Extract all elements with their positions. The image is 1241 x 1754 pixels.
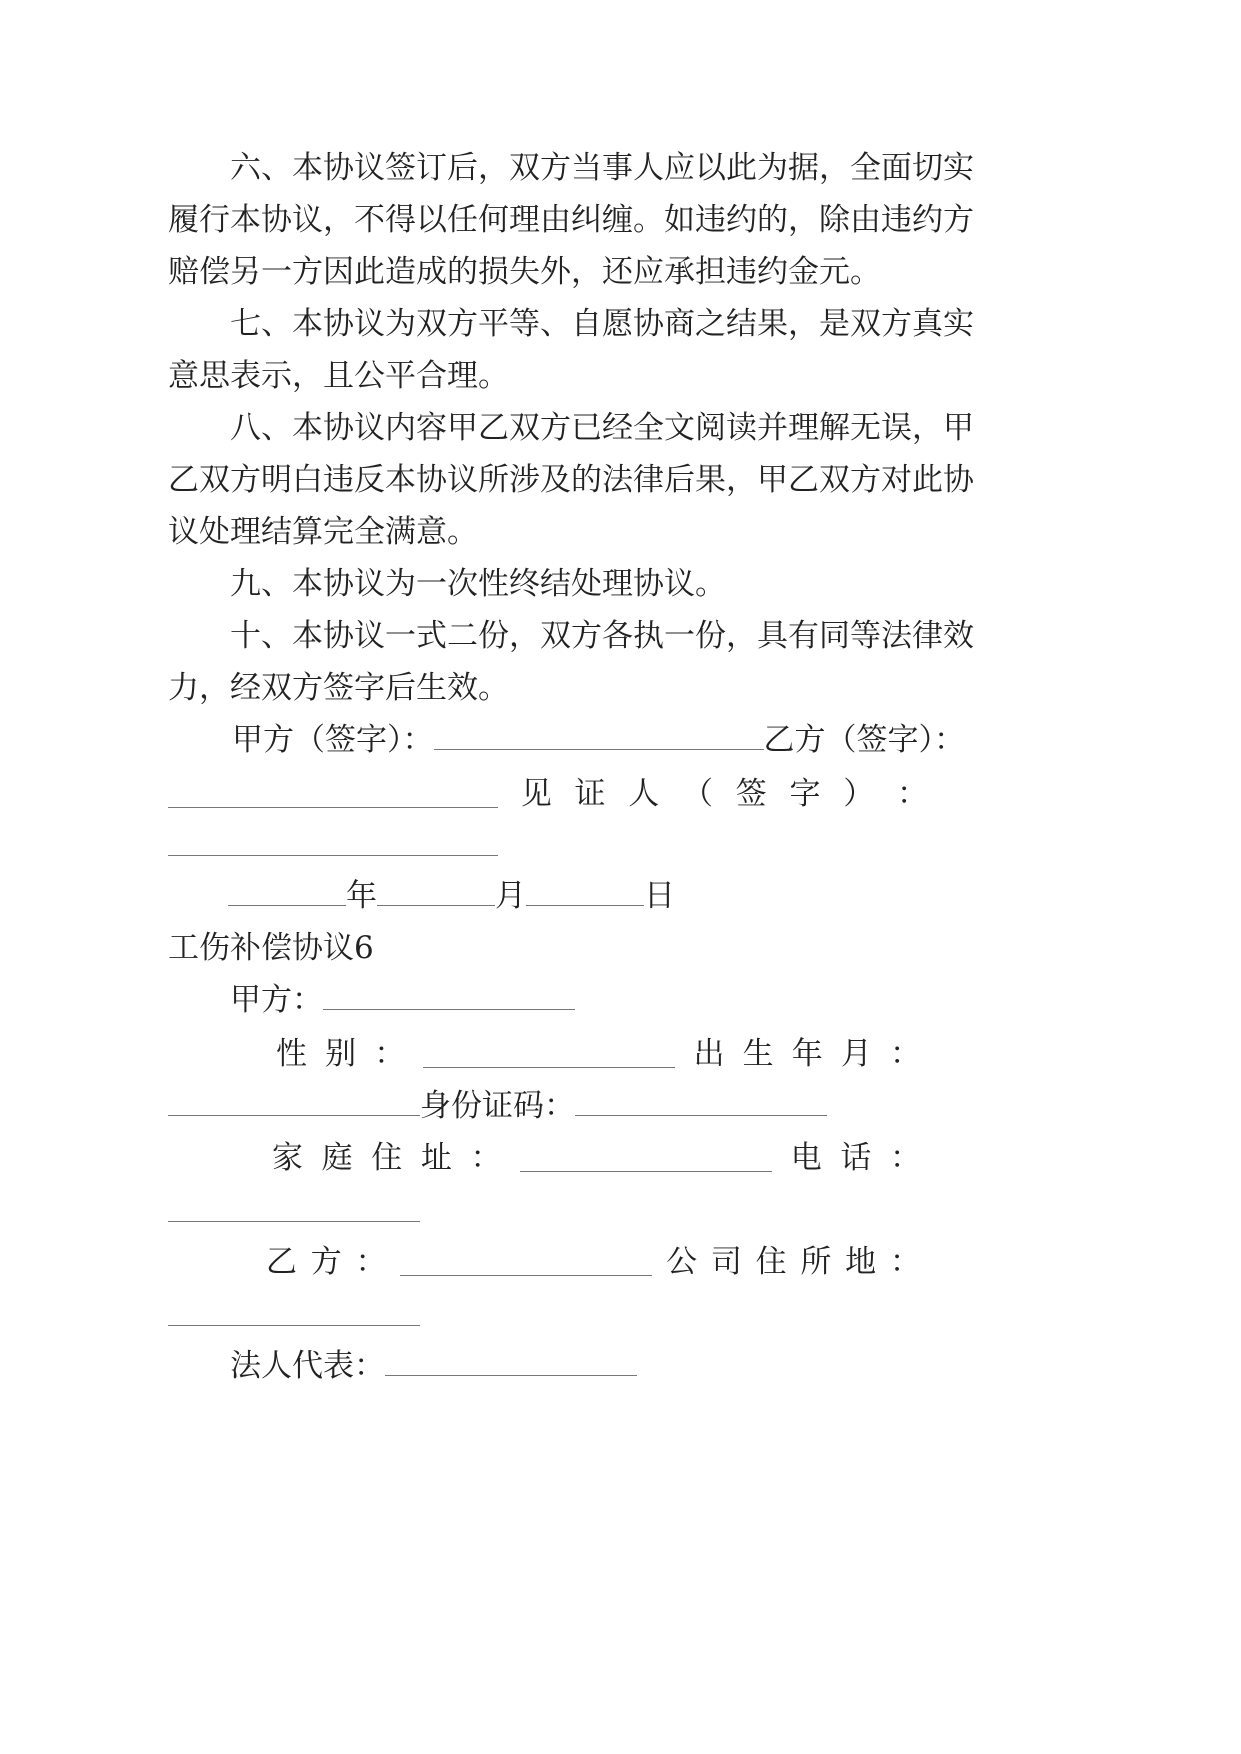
party-a-label: 甲方： bbox=[230, 982, 323, 1018]
gender-char: 别 bbox=[325, 1036, 357, 1072]
company-blank-line bbox=[168, 1296, 420, 1336]
witness-char: 证 bbox=[574, 776, 606, 812]
month-label: 月 bbox=[495, 878, 526, 914]
gender-birth-line bbox=[276, 1034, 921, 1074]
legal-rep-line bbox=[230, 1346, 637, 1386]
party-a-signature-blank bbox=[434, 723, 764, 750]
legal-rep-label: 法人代表： bbox=[230, 1348, 385, 1384]
company-char: ： bbox=[889, 1244, 921, 1280]
id-number-blank bbox=[575, 1089, 827, 1116]
gender-char: ： bbox=[374, 1036, 406, 1072]
date-line bbox=[228, 876, 675, 916]
witness-char: （ bbox=[682, 776, 713, 812]
legal-rep-blank bbox=[385, 1349, 637, 1376]
party-b-signature-blank bbox=[168, 781, 498, 808]
clause-10-line-2: 力，经双方签字后生效。 bbox=[168, 670, 509, 706]
phone-char: 话 bbox=[840, 1140, 872, 1176]
clause-10-line-1: 十、本协议一式二份，双方各执一份，具有同等法律效 bbox=[230, 618, 974, 654]
section-title: 工伤补偿协议6 bbox=[168, 930, 374, 966]
company-char: 地 bbox=[845, 1244, 877, 1280]
witness-char: 人 bbox=[628, 776, 660, 812]
company-address-blank bbox=[168, 1299, 420, 1326]
year-label: 年 bbox=[346, 878, 377, 914]
address-phone-line bbox=[272, 1138, 921, 1178]
clause-7-line-2: 意思表示，且公平合理。 bbox=[168, 358, 509, 394]
signature-line bbox=[232, 720, 965, 760]
birth-char: 生 bbox=[742, 1036, 774, 1072]
year-blank bbox=[228, 879, 346, 906]
day-label: 日 bbox=[644, 878, 675, 914]
witness-char: ） bbox=[843, 776, 875, 812]
id-line bbox=[168, 1086, 827, 1126]
witness-blank-line bbox=[168, 826, 498, 866]
witness-char: 字 bbox=[789, 776, 821, 812]
birth-char: ： bbox=[890, 1036, 921, 1072]
address-char: 址 bbox=[420, 1140, 452, 1176]
company-char: 司 bbox=[710, 1244, 742, 1280]
witness-line bbox=[168, 774, 928, 814]
gender-blank bbox=[423, 1041, 675, 1068]
address-char: ： bbox=[470, 1140, 502, 1176]
party-b-signature-label: 乙方（签字）： bbox=[763, 722, 965, 758]
party-b-char: 方 bbox=[310, 1244, 342, 1280]
address-char: 住 bbox=[371, 1140, 403, 1176]
birth-char: 出 bbox=[693, 1036, 725, 1072]
month-blank bbox=[377, 879, 495, 906]
phone-char: ： bbox=[890, 1140, 921, 1176]
birth-char: 年 bbox=[791, 1036, 823, 1072]
company-char: 住 bbox=[755, 1244, 787, 1280]
party-b-char: 乙 bbox=[266, 1244, 297, 1280]
party-a-signature-label: 甲方（签字）： bbox=[232, 722, 434, 758]
clause-6-line-3: 赔偿另一方因此造成的损失外，还应承担违约金元。 bbox=[168, 254, 881, 290]
party-a-name-blank bbox=[323, 983, 575, 1010]
phone-char: 电 bbox=[790, 1140, 822, 1176]
clause-6-line-1: 六、本协议签订后，双方当事人应以此为据，全面切实 bbox=[230, 150, 974, 186]
witness-char: 签 bbox=[735, 776, 767, 812]
gender-char: 性 bbox=[276, 1036, 307, 1072]
party-a-line bbox=[230, 980, 575, 1020]
party-b-char: ： bbox=[355, 1244, 387, 1280]
clause-6-line-2: 履行本协议，不得以任何理由纠缠。如违约的，除由违约方 bbox=[168, 202, 974, 238]
witness-char: 见 bbox=[520, 776, 552, 812]
company-char: 公 bbox=[666, 1244, 698, 1280]
company-char: 所 bbox=[800, 1244, 832, 1280]
birth-char: 月 bbox=[840, 1036, 872, 1072]
clause-8-line-2: 乙双方明白违反本协议所涉及的法律后果，甲乙双方对此协 bbox=[168, 462, 974, 498]
phone-blank bbox=[168, 1195, 420, 1222]
address-char: 家 bbox=[272, 1140, 303, 1176]
witness-char: ： bbox=[897, 776, 928, 812]
clause-7-line-1: 七、本协议为双方平等、自愿协商之结果，是双方真实 bbox=[230, 306, 974, 342]
clause-8-line-3: 议处理结算完全满意。 bbox=[168, 514, 478, 550]
birth-date-blank bbox=[168, 1089, 420, 1116]
party-b-company-line bbox=[266, 1242, 921, 1282]
party-b-name-blank bbox=[400, 1249, 652, 1276]
clause-9: 九、本协议为一次性终结处理协议。 bbox=[230, 566, 726, 602]
address-blank bbox=[520, 1145, 772, 1172]
address-char: 庭 bbox=[321, 1140, 353, 1176]
phone-blank-line bbox=[168, 1192, 420, 1232]
day-blank bbox=[526, 879, 644, 906]
id-label: 身份证码： bbox=[420, 1088, 575, 1124]
clause-8-line-1: 八、本协议内容甲乙双方已经全文阅读并理解无误，甲 bbox=[230, 410, 974, 446]
witness-signature-blank bbox=[168, 829, 498, 856]
